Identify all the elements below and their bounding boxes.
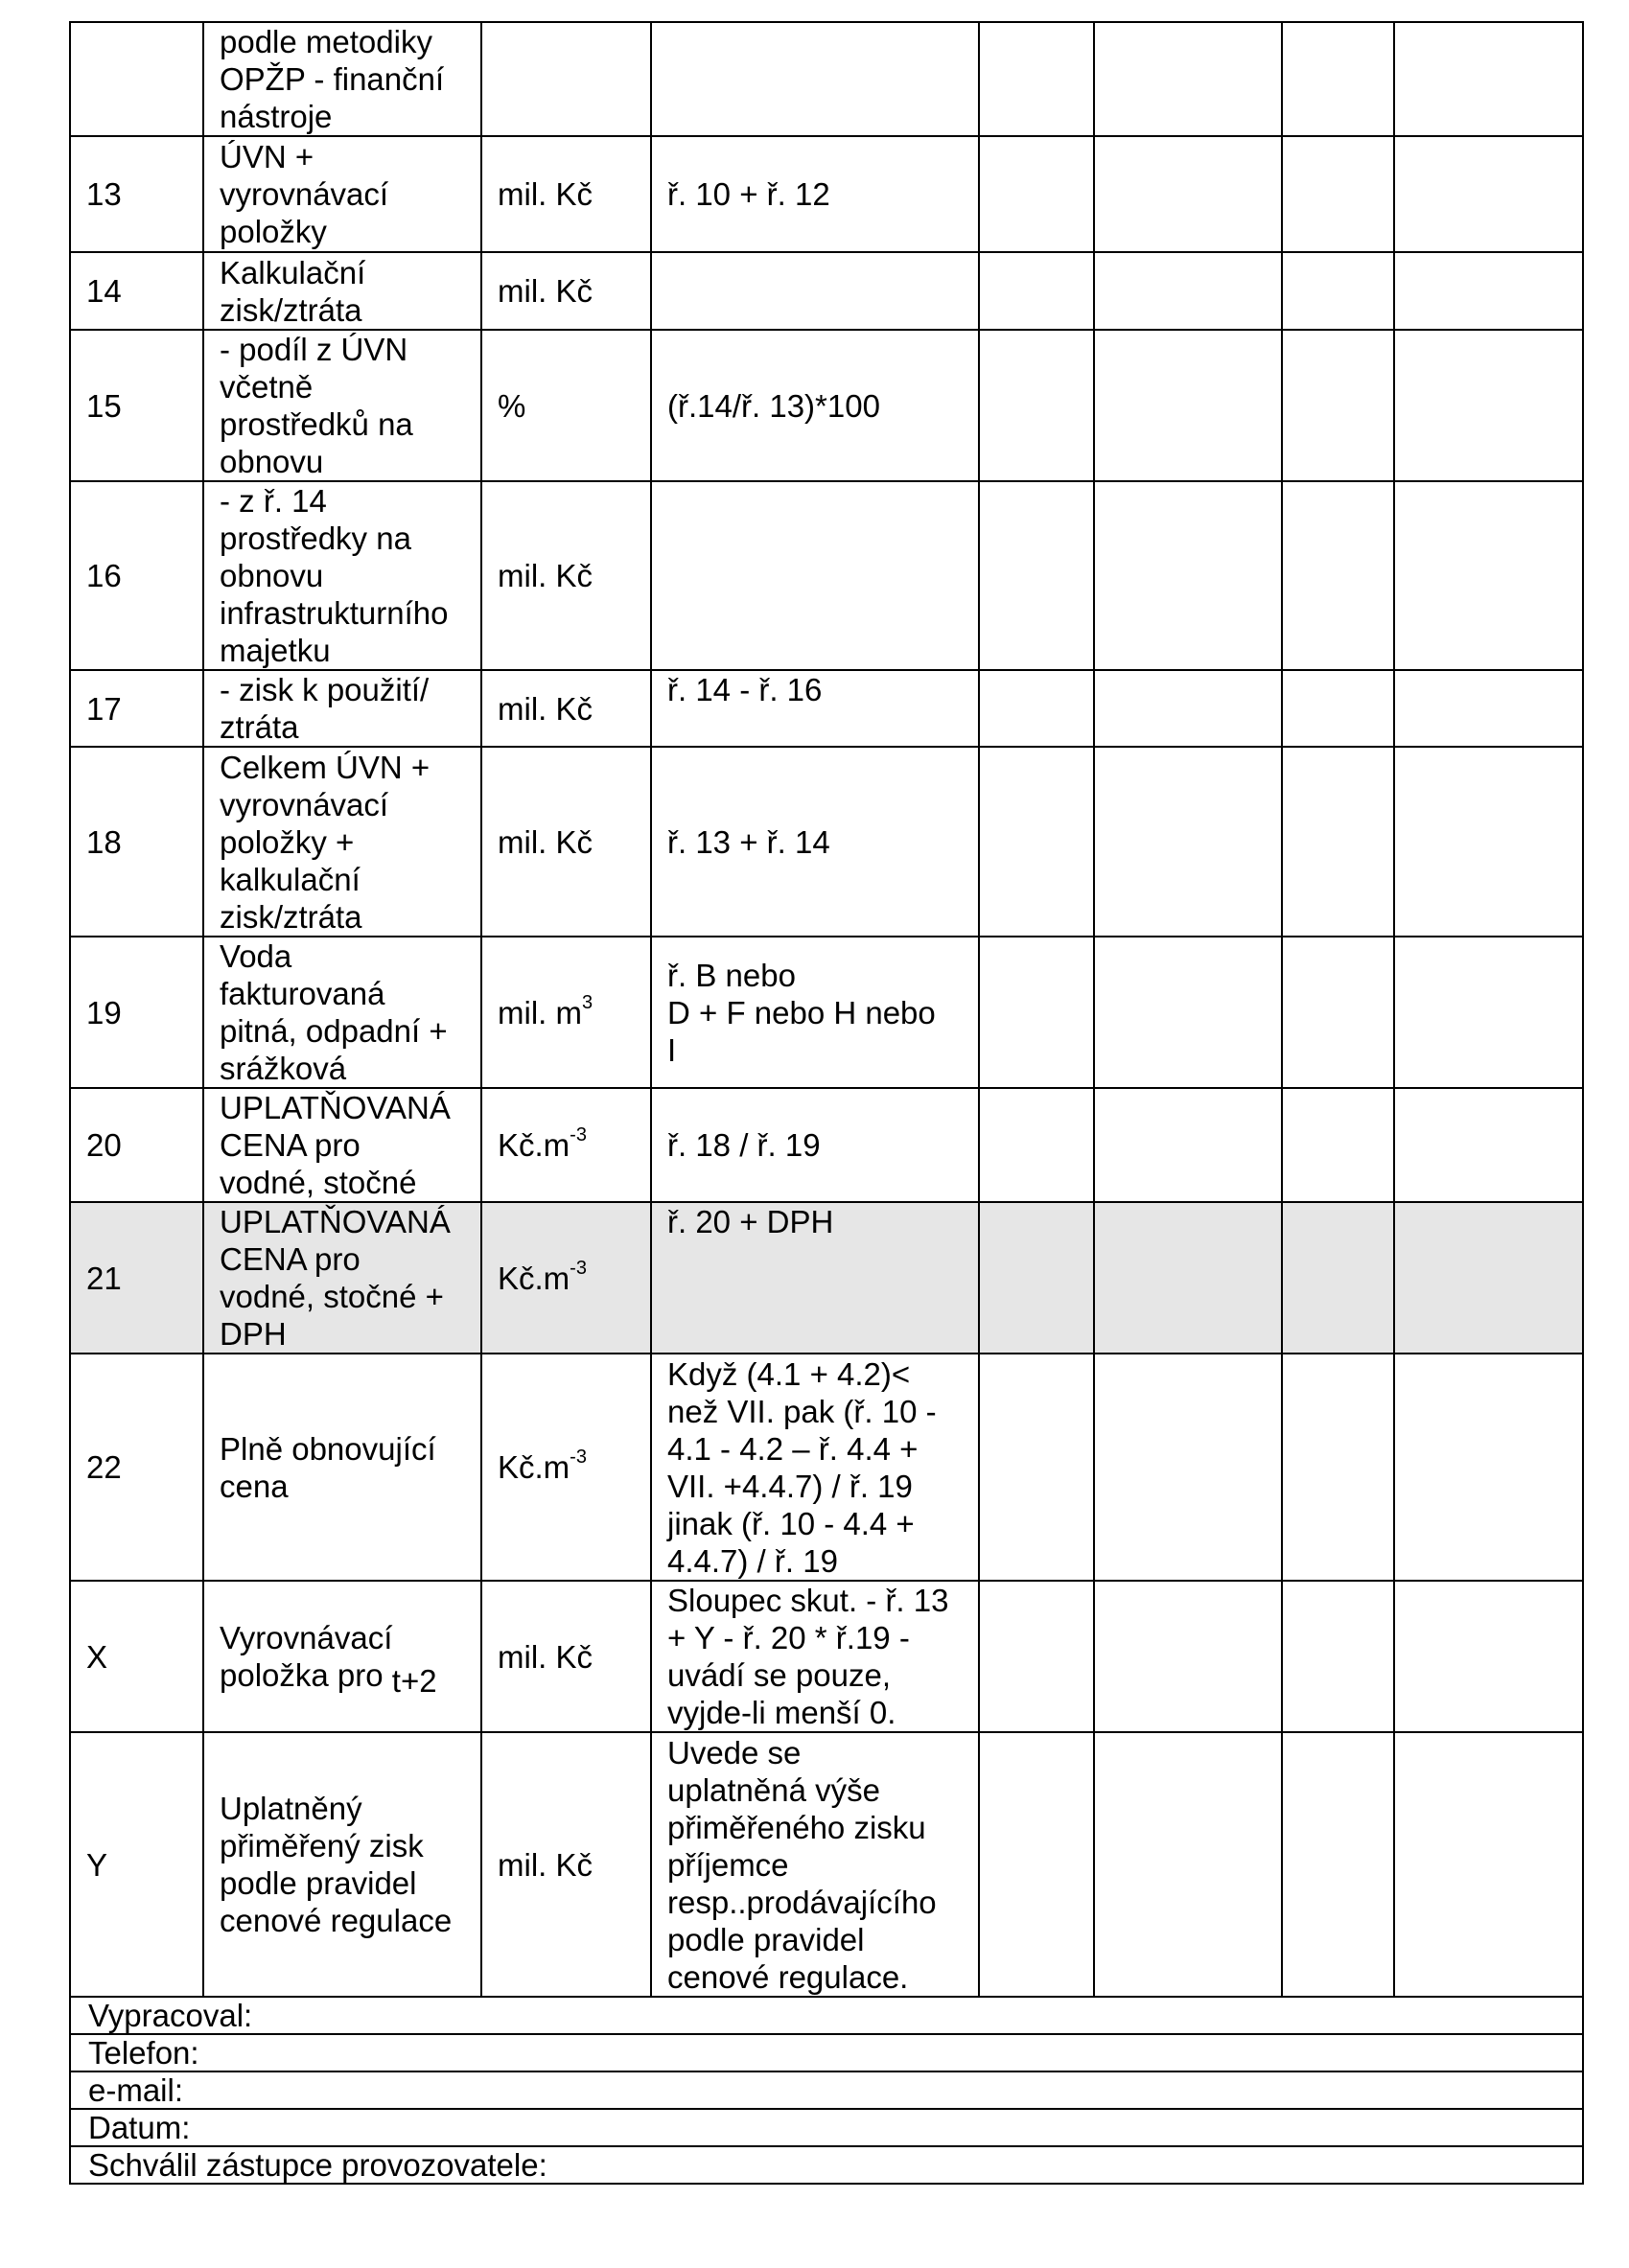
row-name-subscript: t+2 <box>391 1663 437 1699</box>
row-formula <box>651 481 979 670</box>
row-formula <box>651 252 979 330</box>
footer-label: e-mail: <box>70 2071 1583 2109</box>
row-number: 18 <box>70 747 203 937</box>
row-number: 19 <box>70 937 203 1088</box>
row-name: UPLATŇOVANÁ CENA pro vodné, stočné <box>203 1088 481 1202</box>
row-unit <box>481 1354 651 1581</box>
footer-label: Schválil zástupce provozovatele: <box>70 2146 1583 2184</box>
row-number: 17 <box>70 670 203 747</box>
footer-row-approved-by <box>70 2146 1583 2184</box>
unit-exponent: 3 <box>581 991 593 1013</box>
row-formula: Když (4.1 + 4.2)< než VII. pak (ř. 10 - 4.1 - 4.2 – ř. 4.4 + VII. +4.4.7) / ř. 19 jinak (ř. 10 - 4.4 + 4.4.7) / ř. 19 <box>651 1354 979 1581</box>
row-unit: mil. Kč <box>481 252 651 330</box>
row-unit <box>481 1202 651 1354</box>
row-unit <box>481 937 651 1088</box>
table-row <box>70 747 1583 937</box>
row-unit: % <box>481 330 651 481</box>
row-number: 20 <box>70 1088 203 1202</box>
table-row <box>70 1088 1583 1202</box>
footer-row-prepared-by <box>70 1997 1583 2034</box>
row-name: - podíl z ÚVN včetně prostředků na obnovu <box>203 330 481 481</box>
unit-exponent: -3 <box>570 1257 587 1279</box>
row-name: Uplatněný přiměřený zisk podle pravidel cenové regulace <box>203 1732 481 1997</box>
table-row <box>70 1581 1583 1732</box>
footer-label: Telefon: <box>70 2034 1583 2071</box>
row-formula: Sloupec skut. - ř. 13 + Y - ř. 20 * ř.19 - uvádí se pouze, vyjde-li menší 0. <box>651 1581 979 1732</box>
row-unit: mil. Kč <box>481 670 651 747</box>
row-unit: mil. Kč <box>481 1581 651 1732</box>
row-number: 22 <box>70 1354 203 1581</box>
unit-text: Kč.m <box>498 1260 570 1296</box>
footer-label: Vypracoval: <box>70 1997 1583 2034</box>
footer-row-date <box>70 2109 1583 2146</box>
row-unit: mil. Kč <box>481 136 651 252</box>
row-formula: ř. 10 + ř. 12 <box>651 136 979 252</box>
row-name: ÚVN + vyrovnávací položky <box>203 136 481 252</box>
row-unit: mil. Kč <box>481 1732 651 1997</box>
row-formula: ř. 14 - ř. 16 <box>651 670 979 747</box>
table-row <box>70 670 1583 747</box>
table-row <box>70 252 1583 330</box>
row-unit: mil. Kč <box>481 481 651 670</box>
table-row <box>70 136 1583 252</box>
row-unit <box>481 1088 651 1202</box>
row-name: - z ř. 14 prostředky na obnovu infrastrukturního majetku <box>203 481 481 670</box>
row-formula: (ř.14/ř. 13)*100 <box>651 330 979 481</box>
row-number: Y <box>70 1732 203 1997</box>
unit-text: mil. m <box>498 994 582 1030</box>
row-number: 15 <box>70 330 203 481</box>
footer-row-email <box>70 2071 1583 2109</box>
row-formula: ř. 20 + DPH <box>651 1202 979 1354</box>
row-formula: ř. 13 + ř. 14 <box>651 747 979 937</box>
row-number: X <box>70 1581 203 1732</box>
row-unit: mil. Kč <box>481 747 651 937</box>
row-formula: ř. 18 / ř. 19 <box>651 1088 979 1202</box>
unit-text: Kč.m <box>498 1127 570 1163</box>
table-row <box>70 1354 1583 1581</box>
table-row <box>70 1732 1583 1997</box>
footer-label: Datum: <box>70 2109 1583 2146</box>
row-name <box>203 1581 481 1732</box>
row-number: 13 <box>70 136 203 252</box>
row-name-text: Vyrovnávací položka pro <box>220 1620 393 1693</box>
unit-exponent: -3 <box>570 1446 587 1468</box>
footer-row-phone <box>70 2034 1583 2071</box>
row-name: Voda fakturovaná pitná, odpadní + srážková <box>203 937 481 1088</box>
table-row <box>70 481 1583 670</box>
table-row <box>70 330 1583 481</box>
table-row <box>70 1202 1583 1354</box>
table-row <box>70 937 1583 1088</box>
row-formula: Uvede se uplatněná výše přiměřeného zisku příjemce resp..prodávajícího podle pravidel cenové regulace. <box>651 1732 979 1997</box>
row-name: Celkem ÚVN + vyrovnávací položky + kalkulační zisk/ztráta <box>203 747 481 937</box>
row-number: 16 <box>70 481 203 670</box>
price-calculation-table <box>69 21 1584 2185</box>
unit-text: Kč.m <box>498 1449 570 1485</box>
row-number <box>70 22 203 136</box>
table-row <box>70 22 1583 136</box>
row-name: Plně obnovující cena <box>203 1354 481 1581</box>
row-number: 21 <box>70 1202 203 1354</box>
row-name: Kalkulační zisk/ztráta <box>203 252 481 330</box>
unit-exponent: -3 <box>570 1124 587 1146</box>
row-name: UPLATŇOVANÁ CENA pro vodné, stočné + DPH <box>203 1202 481 1354</box>
row-name: - zisk k použití/ ztráta <box>203 670 481 747</box>
row-name: podle metodiky OPŽP - finanční nástroje <box>203 22 481 136</box>
row-formula: ř. B nebo D + F nebo H nebo I <box>651 937 979 1088</box>
row-number: 14 <box>70 252 203 330</box>
row-unit <box>481 22 651 136</box>
row-formula <box>651 22 979 136</box>
